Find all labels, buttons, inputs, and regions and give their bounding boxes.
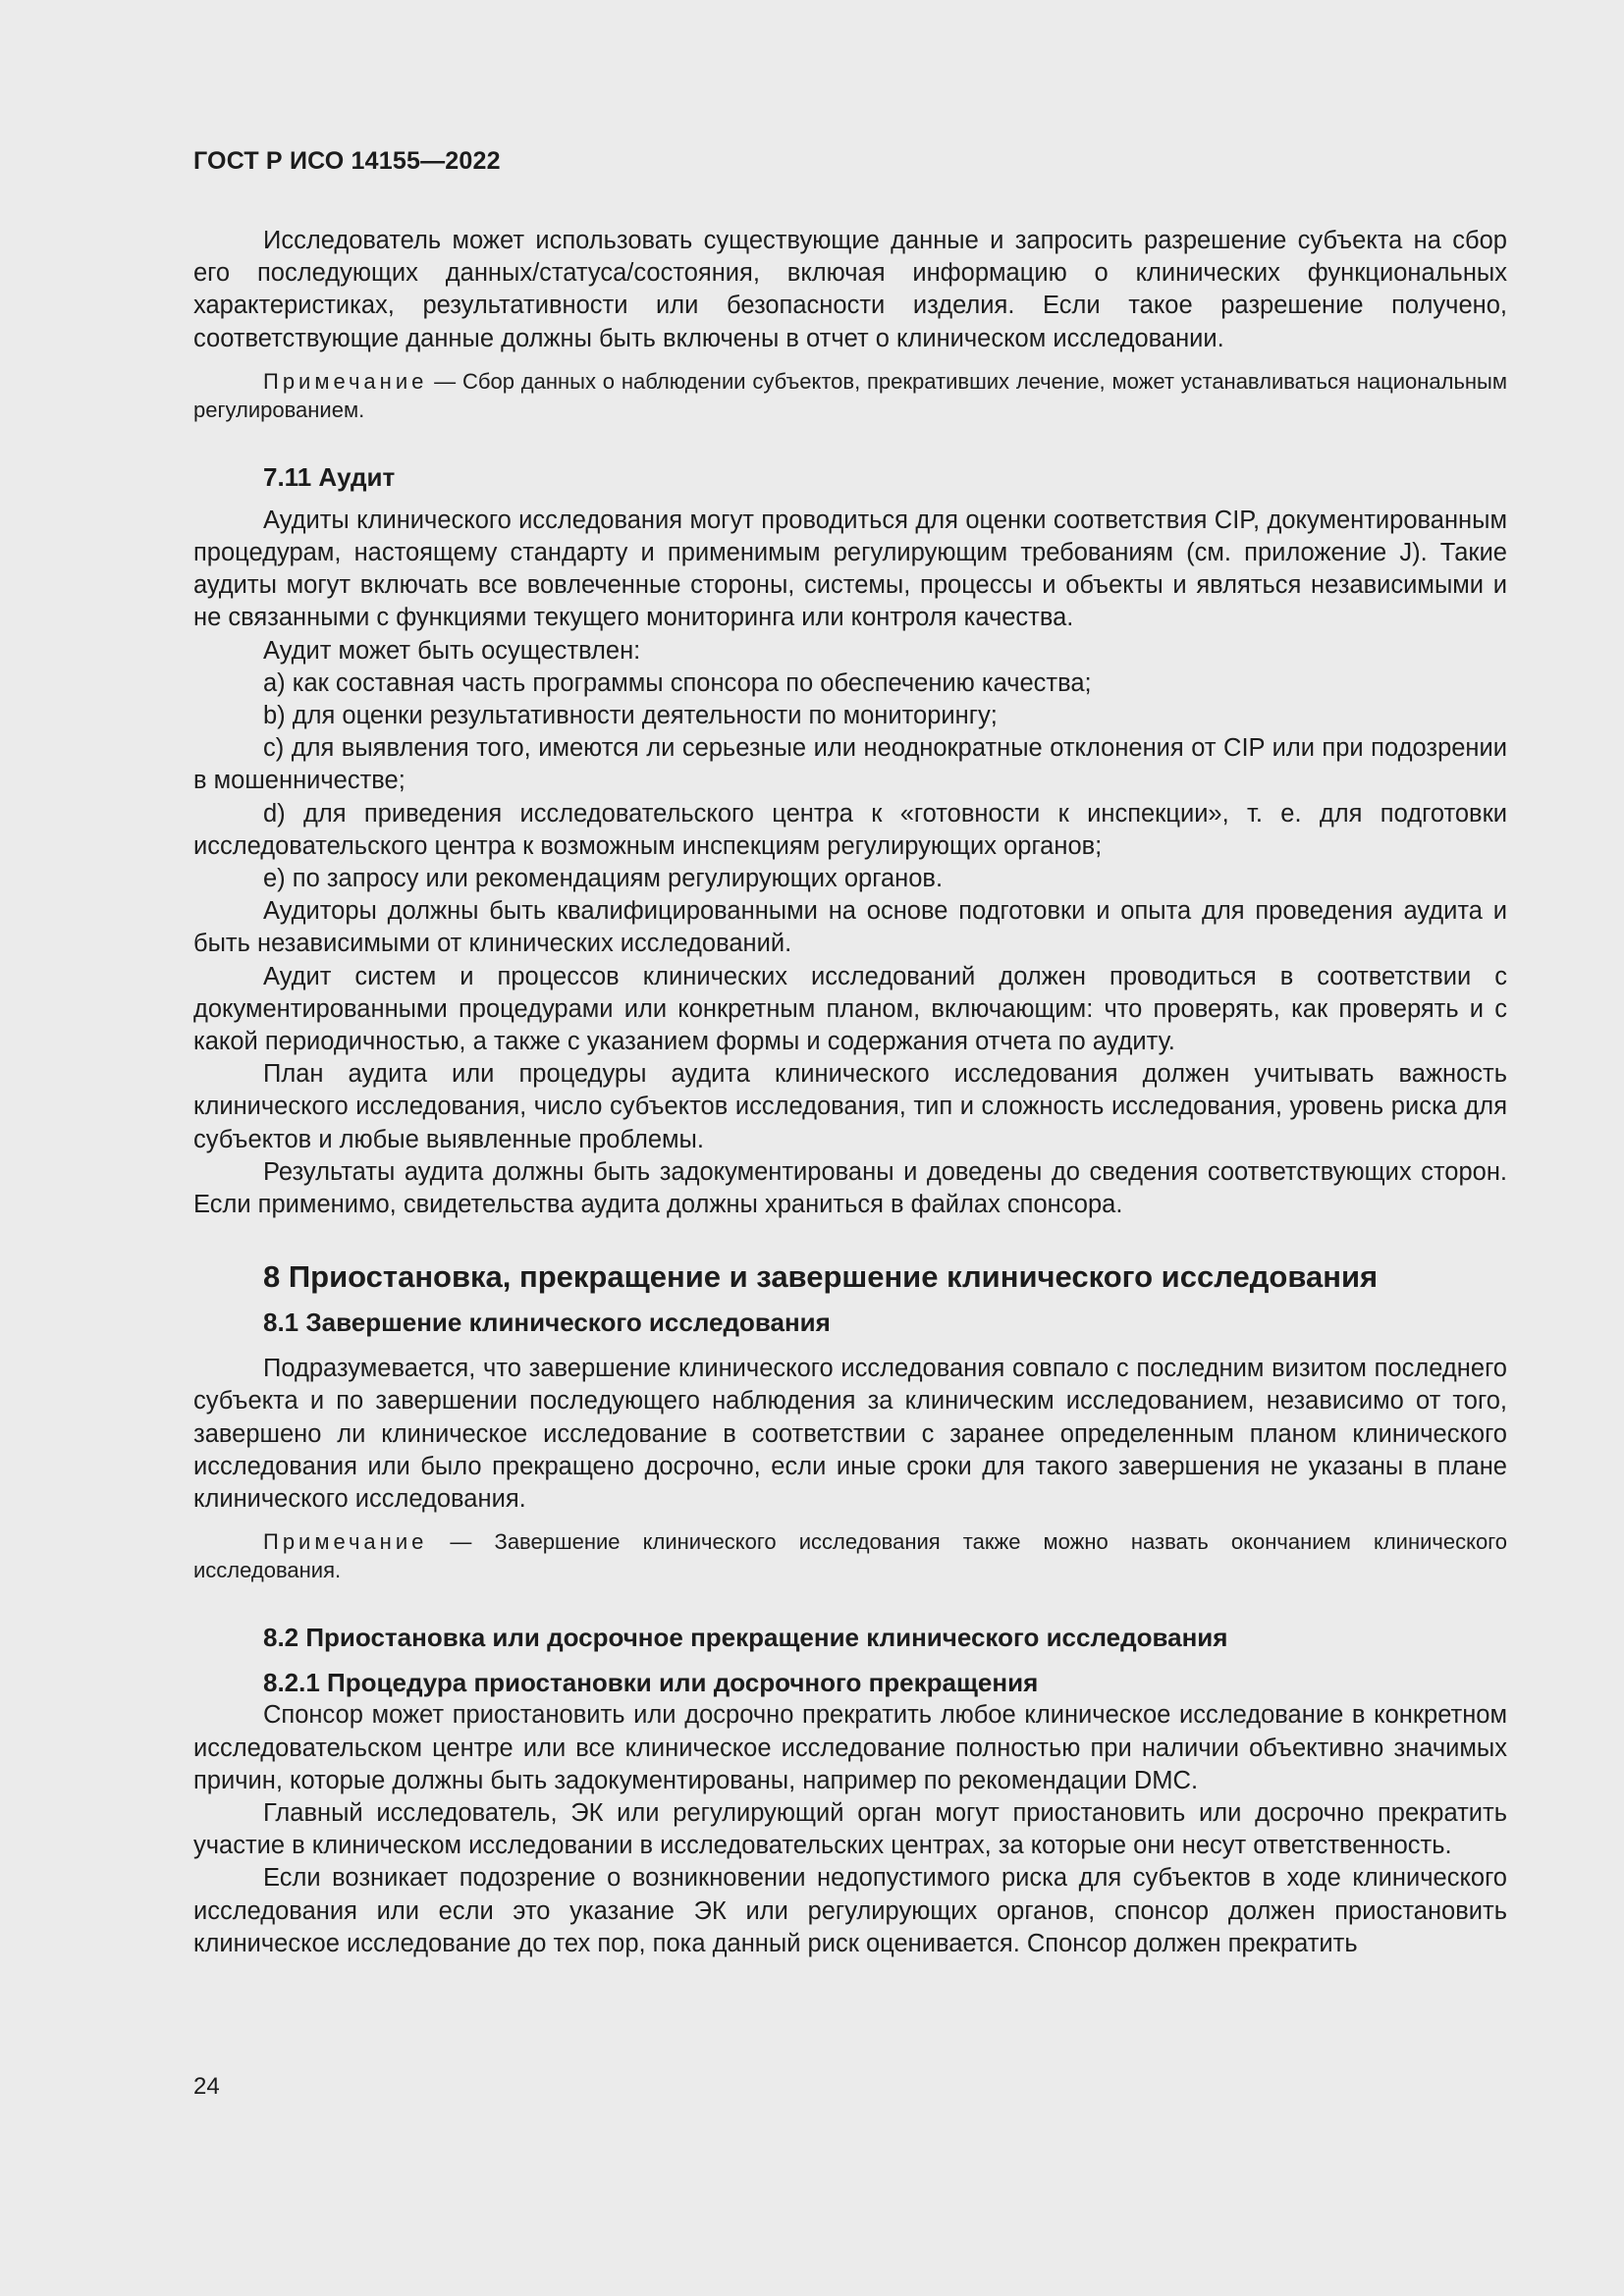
audit-paragraph-2: Аудит может быть осуществлен: [263,636,641,665]
heading-8: 8 Приостановка, прекращение и завершение клинического исследования [263,1259,1379,1295]
note-completion [193,1527,1507,1584]
audit-list-item-e: e) по запросу или рекомендациям регулирующих органов. [263,865,944,893]
note-intro [193,367,1507,424]
note-text: — Сбор данных о наблюдении субъектов, прекративших лечение, может устанавливаться национальным регулированием. [193,368,1507,422]
completion-paragraph: Подразумевается, что завершение клинического исследования совпало с последним визитом последнего субъекта и по завершении последующего наблюдения за клиническим исследованием, независимо от того, завершено ли клиническое исследование в соответствии с заранее определенным планом клинического исследования или было прекращено досрочно, если иные сроки для такого завершения не указаны в плане клинического исследования. [193,1355,1507,1514]
note-label: Примечание [263,1529,428,1555]
heading-8-2-1: 8.2.1 Процедура приостановки или досрочного прекращения [263,1668,1039,1698]
audit-paragraph-3: Аудиторы должны быть квалифицированными на основе подготовки и опыта для проведения аудита и быть независимыми от клинических исследований. [193,897,1507,958]
audit-paragraph-4: Аудит систем и процессов клинических исследований должен проводиться в соответствии с документированными процедурами или конкретным планом, включающим: что проверять, как проверять и с какой периодичностью, а также с указанием формы и содержания отчета по аудиту. [193,962,1507,1056]
audit-list-item-b: b) для оценки результативности деятельности по мониторингу; [263,702,998,730]
audit-paragraph-5: План аудита или процедуры аудита клинического исследования должен учитывать важность клинического исследования, число субъектов исследования, тип и сложность исследования, уровень риска для субъектов и любые выявленные проблемы. [193,1060,1507,1153]
heading-8-1: 8.1 Завершение клинического исследования [263,1308,831,1338]
suspension-paragraph-2: Главный исследователь, ЭК или регулирующий орган могут приостановить или досрочно прекратить участие в клиническом исследовании в исследовательских центрах, за которые они несут ответственность. [193,1798,1507,1860]
note-label: Примечание [263,368,428,394]
audit-list-item-a: a) как составная часть программы спонсора по обеспечению качества; [263,668,1092,697]
page-content [193,225,1507,1960]
document-code-header: ГОСТ Р ИСО 14155—2022 [193,147,501,175]
audit-paragraph-1: Аудиты клинического исследования могут проводиться для оценки соответствия CIP, документированным процедурам, настоящему стандарту и применимым регулирующим требованиям (см. приложение J). Такие аудиты могут включать все вовлеченные стороны, системы, процессы и объекты и являться независимыми и не связанными с функциями текущего мониторинга или контроля качества. [193,506,1507,632]
note-text: — Завершение клинического исследования также можно назвать окончанием клинического исследования. [193,1529,1507,1583]
audit-list-item-d: d) для приведения исследовательского центра к «готовности к инспекции», т. е. для подготовки исследовательского центра к возможным инспекциям регулирующих органов; [193,799,1507,860]
heading-8-2: 8.2 Приостановка или досрочное прекращение клинического исследования [263,1623,1228,1653]
suspension-paragraph-3: Если возникает подозрение о возникновении недопустимого риска для субъектов в ходе клинического исследования или если это указание ЭК или регулирующих органов, спонсор должен приостановить клиническое исследование до тех пор, пока данный риск оценивается. Спонсор должен прекратить [193,1864,1507,1957]
heading-7-11: 7.11 Аудит [263,461,396,492]
suspension-paragraph-1: Спонсор может приостановить или досрочно прекратить любое клиническое исследование в конкретном исследовательском центре или все клиническое исследование полностью при наличии объективно значимых причин, которые должны быть задокументированы, например по рекомендации DMC. [193,1701,1507,1794]
audit-list-item-c: c) для выявления того, имеются ли серьезные или неоднократные отклонения от CIP или при подозрении в мошенничестве; [193,734,1507,795]
audit-paragraph-6: Результаты аудита должны быть задокументированы и доведены до сведения соответствующих сторон. Если применимо, свидетельства аудита должны храниться в файлах спонсора. [193,1157,1507,1219]
intro-paragraph: Исследователь может использовать существующие данные и запросить разрешение субъекта на сбор его последующих данных/статуса/состояния, включая информацию о клинических функциональных характеристиках, результативности или безопасности изделия. Если такое разрешение получено, соответствующие данные должны быть включены в отчет о клиническом исследовании. [193,227,1507,352]
page-number: 24 [193,2073,220,2100]
